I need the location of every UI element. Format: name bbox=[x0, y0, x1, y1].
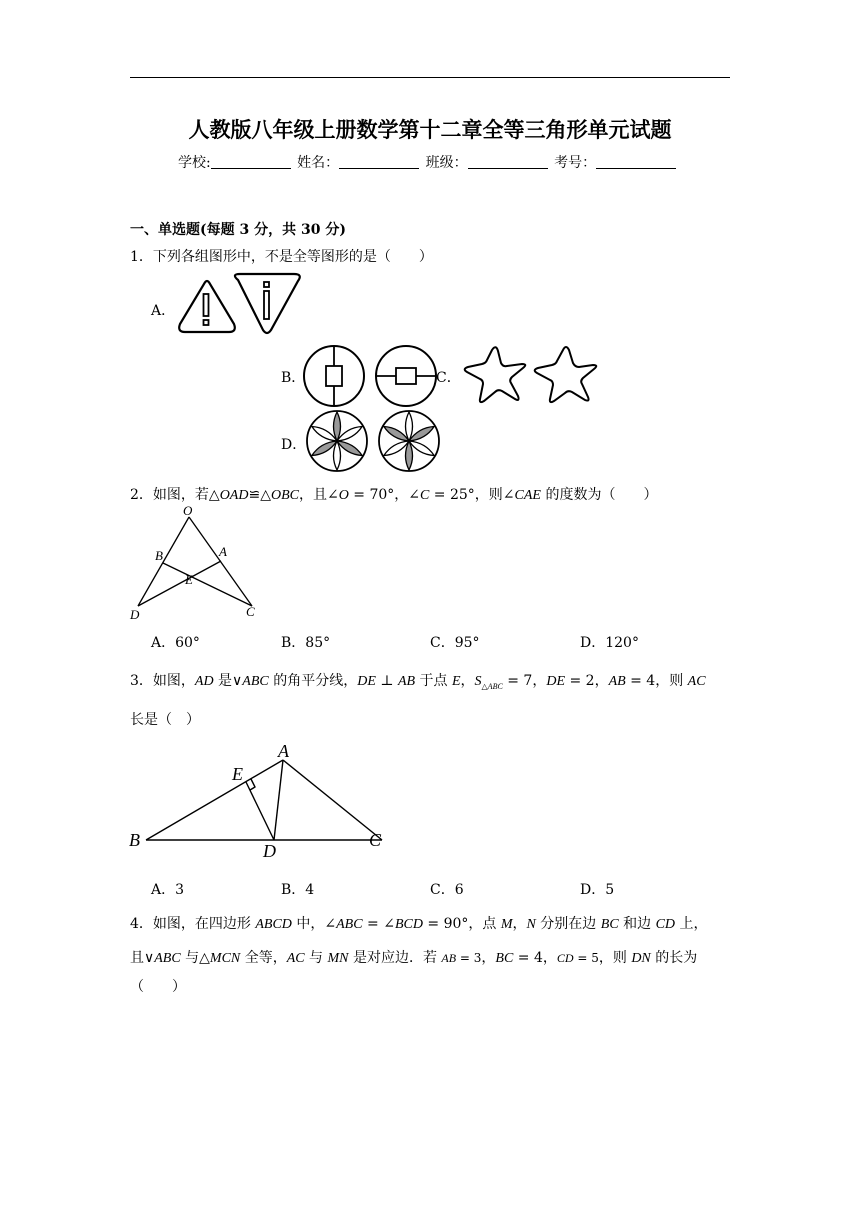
exclamation-dot-icon bbox=[204, 320, 209, 325]
q3-figure bbox=[128, 740, 390, 860]
flower-circle-icon bbox=[307, 411, 367, 471]
q2-label-a: A bbox=[219, 544, 227, 559]
q3-stem-line2: 长是（ ） bbox=[130, 712, 200, 728]
q3-option-c[interactable]: C．6 bbox=[430, 882, 464, 898]
section-heading: 一、单选题(每题 3 分，共 30 分) bbox=[130, 222, 346, 238]
school-blank[interactable] bbox=[211, 155, 291, 169]
q3-option-d[interactable]: D．5 bbox=[580, 882, 615, 898]
q2-label-o: O bbox=[183, 503, 193, 518]
q2-option-c[interactable]: C．95° bbox=[430, 635, 480, 651]
class-blank[interactable] bbox=[468, 155, 548, 169]
q2-label-e: E bbox=[185, 572, 193, 587]
coin-square-vertical-icon bbox=[326, 366, 342, 386]
q3-label-a: A bbox=[278, 741, 289, 761]
q3-label-c: C bbox=[369, 830, 382, 850]
q3-stem-line1: 3．如图，AD 是∨ABC 的角平分线，DE ⊥ AB 于点 E，$S_{\triangle ABC} = 7$，DE = 2，AB = 4，则 AC bbox=[130, 673, 706, 691]
q4-stem-line3: （ ） bbox=[130, 979, 186, 995]
q3-option-a[interactable]: A．3 bbox=[151, 882, 185, 898]
q1-stem: 1．下列各组图形中，不是全等图形的是（ ） bbox=[130, 249, 433, 265]
q3-label-e: E bbox=[232, 764, 243, 784]
q3-option-b[interactable]: B．4 bbox=[281, 882, 315, 898]
q1-option-d-label: D． bbox=[281, 437, 307, 453]
q3-label-b: B bbox=[129, 830, 140, 850]
info-bar-icon bbox=[264, 291, 269, 319]
q1-option-c-figure bbox=[460, 342, 600, 406]
q2-option-d[interactable]: D．120° bbox=[580, 635, 639, 651]
student-info-line bbox=[178, 152, 678, 172]
q2-label-d: D bbox=[130, 607, 140, 622]
star-shape-icon bbox=[465, 347, 526, 402]
q2-label-c: C bbox=[246, 604, 255, 619]
q1-option-a-figure bbox=[176, 272, 306, 342]
q1-option-b-figure bbox=[302, 344, 438, 410]
class-label: 班级： bbox=[425, 155, 468, 171]
star-shape-icon-2 bbox=[535, 347, 597, 402]
q3-label-d: D bbox=[263, 841, 276, 861]
info-dot-icon bbox=[264, 282, 269, 287]
q1-option-b-label: B． bbox=[281, 370, 306, 386]
q4-stem-line2: 且∨ABC 与△MCN 全等，AC 与 MN 是对应边．若 AB = 3，BC = 4，CD = 5，则 DN 的长为 bbox=[130, 950, 698, 966]
id-label: 考号： bbox=[554, 155, 597, 171]
q2-option-a[interactable]: A．60° bbox=[151, 635, 200, 651]
name-label: 姓名： bbox=[297, 155, 340, 171]
coin-square-horizontal-icon bbox=[396, 368, 416, 384]
school-label: 学校: bbox=[178, 155, 211, 171]
header-rule bbox=[130, 77, 730, 78]
q2-label-b: B bbox=[155, 548, 163, 563]
q4-stem-line1: 4．如图，在四边形 ABCD 中，∠ABC = ∠BCD = 90°，点 M，N 分别在边 BC 和边 CD 上， bbox=[130, 916, 708, 932]
id-blank[interactable] bbox=[596, 155, 676, 169]
q1-option-d-figure bbox=[306, 409, 442, 473]
q2-figure bbox=[126, 503, 266, 622]
q2-stem: 2．如图，若△OAD≌△OBC，且∠O = 70°，∠C = 25°，则∠CAE 的度数为（ ） bbox=[130, 487, 658, 503]
q2-option-b[interactable]: B．85° bbox=[281, 635, 331, 651]
q1-option-a-label: A． bbox=[151, 303, 176, 319]
name-blank[interactable] bbox=[339, 155, 419, 169]
q1-option-c-label: C． bbox=[436, 370, 461, 386]
page-title: 人教版八年级上册数学第十二章全等三角形单元试题 bbox=[188, 118, 672, 142]
exclamation-bar-icon bbox=[204, 294, 209, 316]
flower-circle-icon-2 bbox=[379, 411, 439, 471]
